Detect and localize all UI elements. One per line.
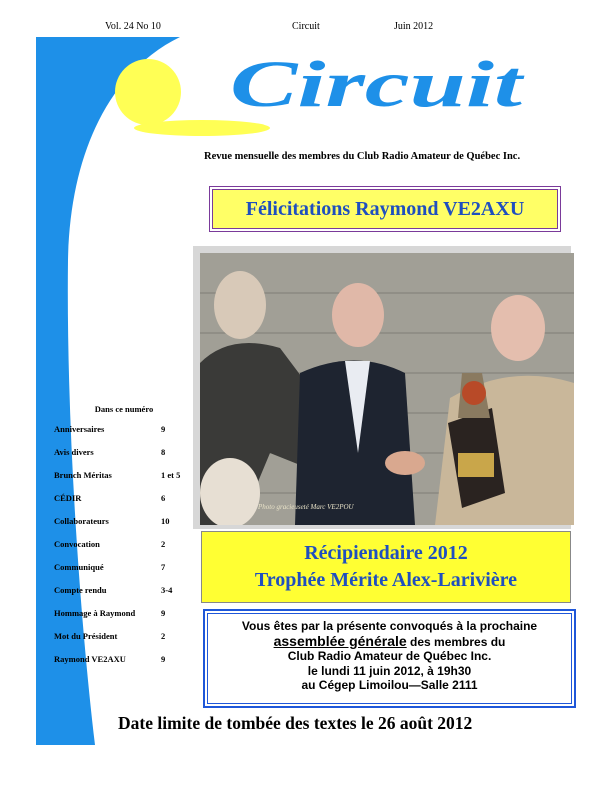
toc-entry-page: 9 [161,654,166,664]
sun-icon [115,59,181,125]
toc-entry[interactable] [54,539,204,562]
toc-entry-page: 6 [161,493,166,503]
toc-entry[interactable] [54,493,204,516]
toc-entry[interactable] [54,447,204,470]
headline: Félicitations Raymond VE2AXU [212,189,558,229]
award-photo [200,253,574,525]
toc-entry-title: Compte rendu [54,585,107,595]
toc-entry-title: Avis divers [54,447,94,457]
toc-entry-title: Convocation [54,539,100,549]
toc-heading: Dans ce numéro [94,404,154,414]
toc-entry[interactable] [54,516,204,539]
award-box [201,531,571,603]
toc-entry-title: Brunch Méritas [54,470,112,480]
toc-entry-title: Anniversaires [54,424,105,434]
volume-number: Vol. 24 No 10 [105,21,161,32]
toc-entry-page: 7 [161,562,166,572]
toc-entry-page: 9 [161,424,166,434]
toc-entry[interactable] [54,631,204,654]
toc-entry-page: 9 [161,608,166,618]
svg-text:Circuit: Circuit [230,50,525,120]
sun-reflection-icon [134,120,270,136]
convocation-line-1: Vous êtes par la présente convoqués à la prochaine [241,619,538,633]
toc-entry[interactable] [54,424,204,447]
toc-entry-page: 2 [161,631,166,641]
assembly-label: assemblée générale [273,632,407,649]
toc-entry[interactable] [54,585,204,608]
headline-box [209,186,561,232]
header-publication-name: Circuit [292,21,320,32]
convocation-line-2: des membres du [406,634,506,649]
subtitle: Revue mensuelle des membres du Club Radio Amateur de Québec Inc. [204,151,521,162]
convocation-line-4: le lundi 11 juin 2012, à 19h30 [307,663,472,678]
toc-entry[interactable] [54,470,204,493]
toc-entry[interactable] [54,654,204,677]
toc-entry-page: 3-4 [161,585,173,595]
table-of-contents [54,404,204,677]
convocation-text [207,613,572,704]
deadline-notice: Date limite de tombée des textes le 26 août 2012 [118,713,473,733]
toc-entry-title: Communiqué [54,562,104,572]
header-date: Juin 2012 [394,21,434,32]
photo-credit: Photo gracieuseté Marc VE2POU [258,503,354,511]
toc-entry-page: 1 et 5 [161,470,181,480]
toc-entry-title: Mot du Président [54,631,118,641]
convocation-line-3: Club Radio Amateur de Québec Inc. [287,649,492,663]
toc-entry-title: Hommage à Raymond [54,608,136,618]
toc-entry-title: Collaborateurs [54,516,109,526]
convocation-box [203,609,576,708]
toc-entry[interactable] [54,608,204,631]
toc-entry-page: 2 [161,539,166,549]
toc-entry-page: 8 [161,447,166,457]
circuit-logo [226,50,526,120]
toc-entry-page: 10 [161,516,170,526]
toc-entry-title: Raymond VE2AXU [54,654,126,664]
convocation-line-5: au Cégep Limoilou—Salle 2111 [301,678,478,692]
toc-entry-title: CÉDIR [54,493,82,503]
award-line-1: Récipiendaire 2012 [304,542,468,564]
award-line-2: Trophée Mérite Alex-Larivière [254,569,518,591]
toc-entry[interactable] [54,562,204,585]
